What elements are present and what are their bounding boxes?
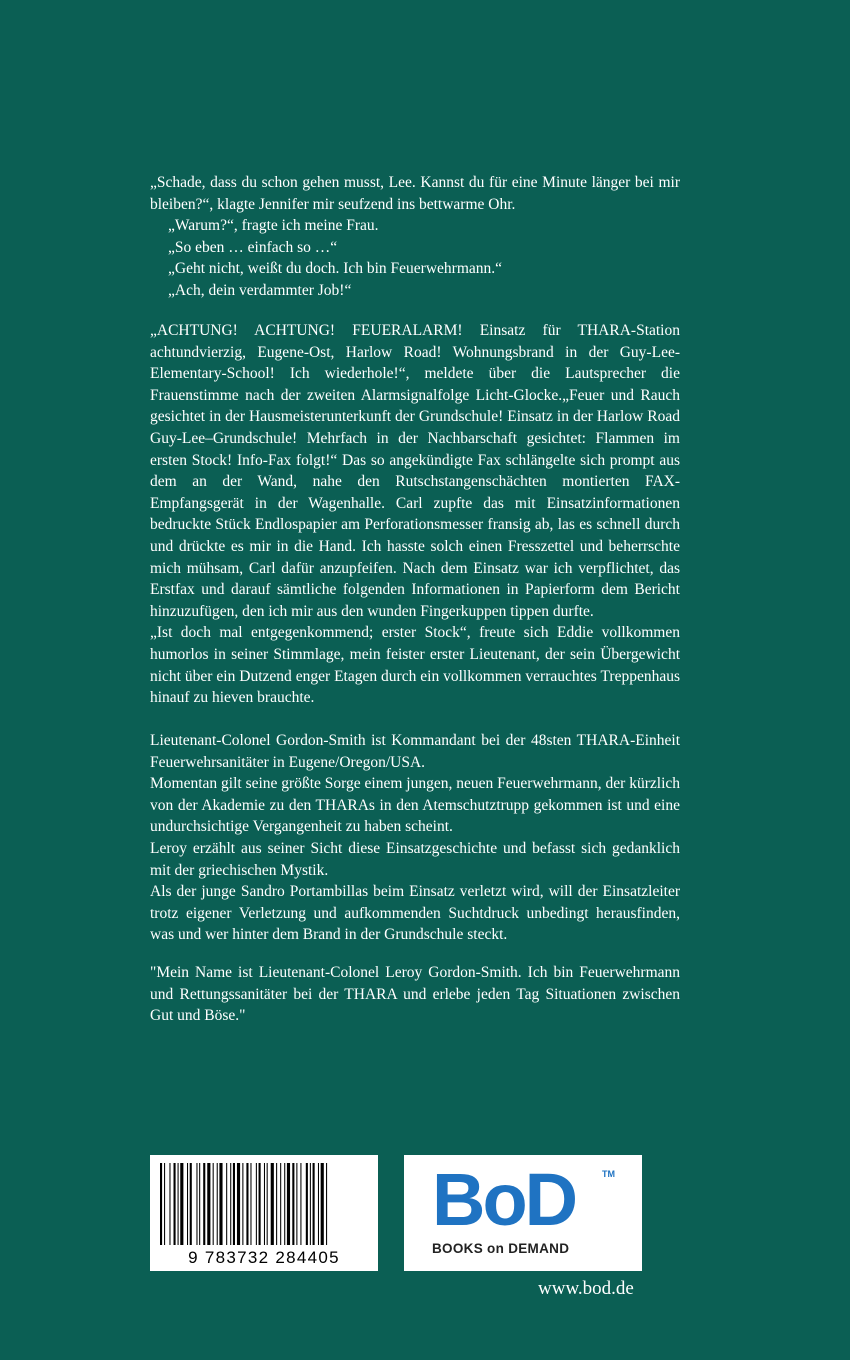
summary-paragraph: Als der junge Sandro Portambillas beim Einsatz verletzt wird, will der Einsatzleiter trotz eigener Verletzung und aufkommenden Suchtdruck unbedingt herausfinden, was und wer hinter dem Brand in der Grundschule steckt. [150,883,680,944]
dialogue-line: „Geht nicht, weißt du doch. Ich bin Feuerwehrmann.“ [168,260,503,278]
dialogue-line: „Ach, dein verdammter Job!“ [168,281,352,299]
barcode-bar [280,1163,281,1245]
barcode-bar [207,1163,210,1245]
isbn-barcode [150,1155,378,1271]
barcode-bar [259,1163,261,1245]
trademark-mark: TM [602,1169,615,1179]
publisher-logo-box [404,1155,642,1271]
barcode-bar [264,1163,265,1245]
dialogue-line: „So eben … einfach so …“ [168,238,338,256]
dialogue-line: „Warum?“, fragte ich meine Frau. [168,217,379,235]
barcode-bar [180,1163,183,1245]
barcode-bar [203,1163,205,1245]
barcode-bar [271,1163,274,1245]
barcode-bars [160,1163,366,1245]
dialogue-line: „Schade, dass du schon gehen musst, Lee. Kannst du für eine Minute länger bei mir bleiben?“, klagte Jennifer mir seufzend ins bettwarme Ohr. [150,174,680,213]
barcode-bar [300,1163,301,1245]
barcode-bar [196,1163,197,1245]
barcode-bar [256,1163,257,1245]
barcode-bar [217,1163,218,1245]
barcode-bar [246,1163,248,1245]
summary-paragraph: Leroy erzählt aus seiner Sicht diese Einsatzgeschichte und befasst sich gedanklich mit der griechischen Mystik. [150,839,680,879]
barcode-bar [276,1163,277,1245]
barcode-bar [178,1163,179,1245]
opening-dialogue [150,172,680,302]
barcode-bar [237,1163,240,1245]
excerpt-paragraph: „ACHTUNG! ACHTUNG! FEUERALARM! Einsatz für THARA-Station achtundvierzig, Eugene-Ost, Harlow Road! Wohnungsbrand in der Guy-Lee-Elementary-School! Ich wiederhole!“, meldete über die Lautsprecher die Frauenstimme nach der zweiten Alarmsignalfolge Licht-Glocke.„Feuer und Rauch gesichtet in der Hausmeisterunterkunft der Grundschule! Einsatz in der Harlow Road Guy-Lee–Grundschule! Mehrfach in der Nachbarschaft gesichtet: Flammen im ersten Stock! Info-Fax folgt!“ Das so angekündigte Fax schlängelte sich prompt aus dem an der Wand, nahe den Rutschstangenschächten montierten FAX-Empfangsgerät in der Wagenhalle. Carl zupfte das mit Einsatzinformationen bedruckte Stück Endlospapier am Perforationsmesser fransig ab, las es schnell durch und drückte es mir in die Hand. Ich hasste solch einen Fresszettel und beherrschte mich mühsam, Carl dafür anzupfeifen. Nach dem Einsatz war ich verpflichtet, das Erstfax und darauf sämtliche folgenden Informationen in Papierform dem Bericht hinzuzufügen, den ich mir aus den wunden Fingerkuppen tippen durfte. [150,322,680,620]
barcode-bar [213,1163,214,1245]
barcode-bar [160,1163,162,1245]
barcode-bar [230,1163,231,1245]
barcode-bar [164,1163,165,1245]
barcode-bar [310,1163,311,1245]
barcode-bar [226,1163,227,1245]
isbn-digits: 9 783732 284405 [188,1248,340,1267]
barcode-bar [321,1163,324,1245]
barcode-bar [190,1163,192,1245]
barcode-bar [296,1163,297,1245]
publisher-tagline: BOOKS on DEMAND [432,1241,570,1256]
barcode-bar [233,1163,235,1245]
barcode-bar [318,1163,319,1245]
barcode-bar [292,1163,294,1245]
barcode-bar [174,1163,176,1245]
barcode-bar [313,1163,315,1245]
alarm-excerpt [150,320,680,709]
barcode-bar [326,1163,327,1245]
barcode-bar [284,1163,285,1245]
barcode-bar [187,1163,188,1245]
quote-text: "Mein Name ist Lieutenant-Colonel Leroy Gordon-Smith. Ich bin Feuerwehrmann und Rettungssanitäter bei der THARA und erlebe jeden Tag Situationen zwischen Gut und Böse." [150,964,680,1025]
bod-logo: BoD [432,1158,576,1241]
barcode-bar [242,1163,243,1245]
narrator-quote [150,962,680,1027]
barcode-bar [287,1163,290,1245]
barcode-bar [267,1163,268,1245]
barcode-bar [306,1163,308,1245]
blurb-summary [150,730,680,946]
publisher-url: www.bod.de [538,1278,634,1299]
barcode-bar [250,1163,251,1245]
summary-paragraph: Momentan gilt seine größte Sorge einem jungen, neuen Feuerwehrmann, der kürzlich von der Akademie zu den THARAs in den Atemschutztrupp gekommen ist und eine undurchsichtige Vergangenheit zu haben scheint. [150,775,681,836]
summary-paragraph: Lieutenant-Colonel Gordon-Smith ist Kommandant bei der 48sten THARA-Einheit Feuerwehrsanitäter in Eugene/Oregon/USA. [150,732,680,771]
excerpt-paragraph: „Ist doch mal entgegenkommend; erster Stock“, freute sich Eddie vollkommen humorlos in seiner Stimmlage, mein feister erster Lieutenant, der sein Übergewicht nicht über ein Dutzend enger Etagen durch ein vollkommen verrauchtes Treppenhaus hinauf zu hieven brauchte. [150,624,680,707]
barcode-bar [219,1163,222,1245]
barcode-bar [199,1163,200,1245]
barcode-bar [169,1163,170,1245]
